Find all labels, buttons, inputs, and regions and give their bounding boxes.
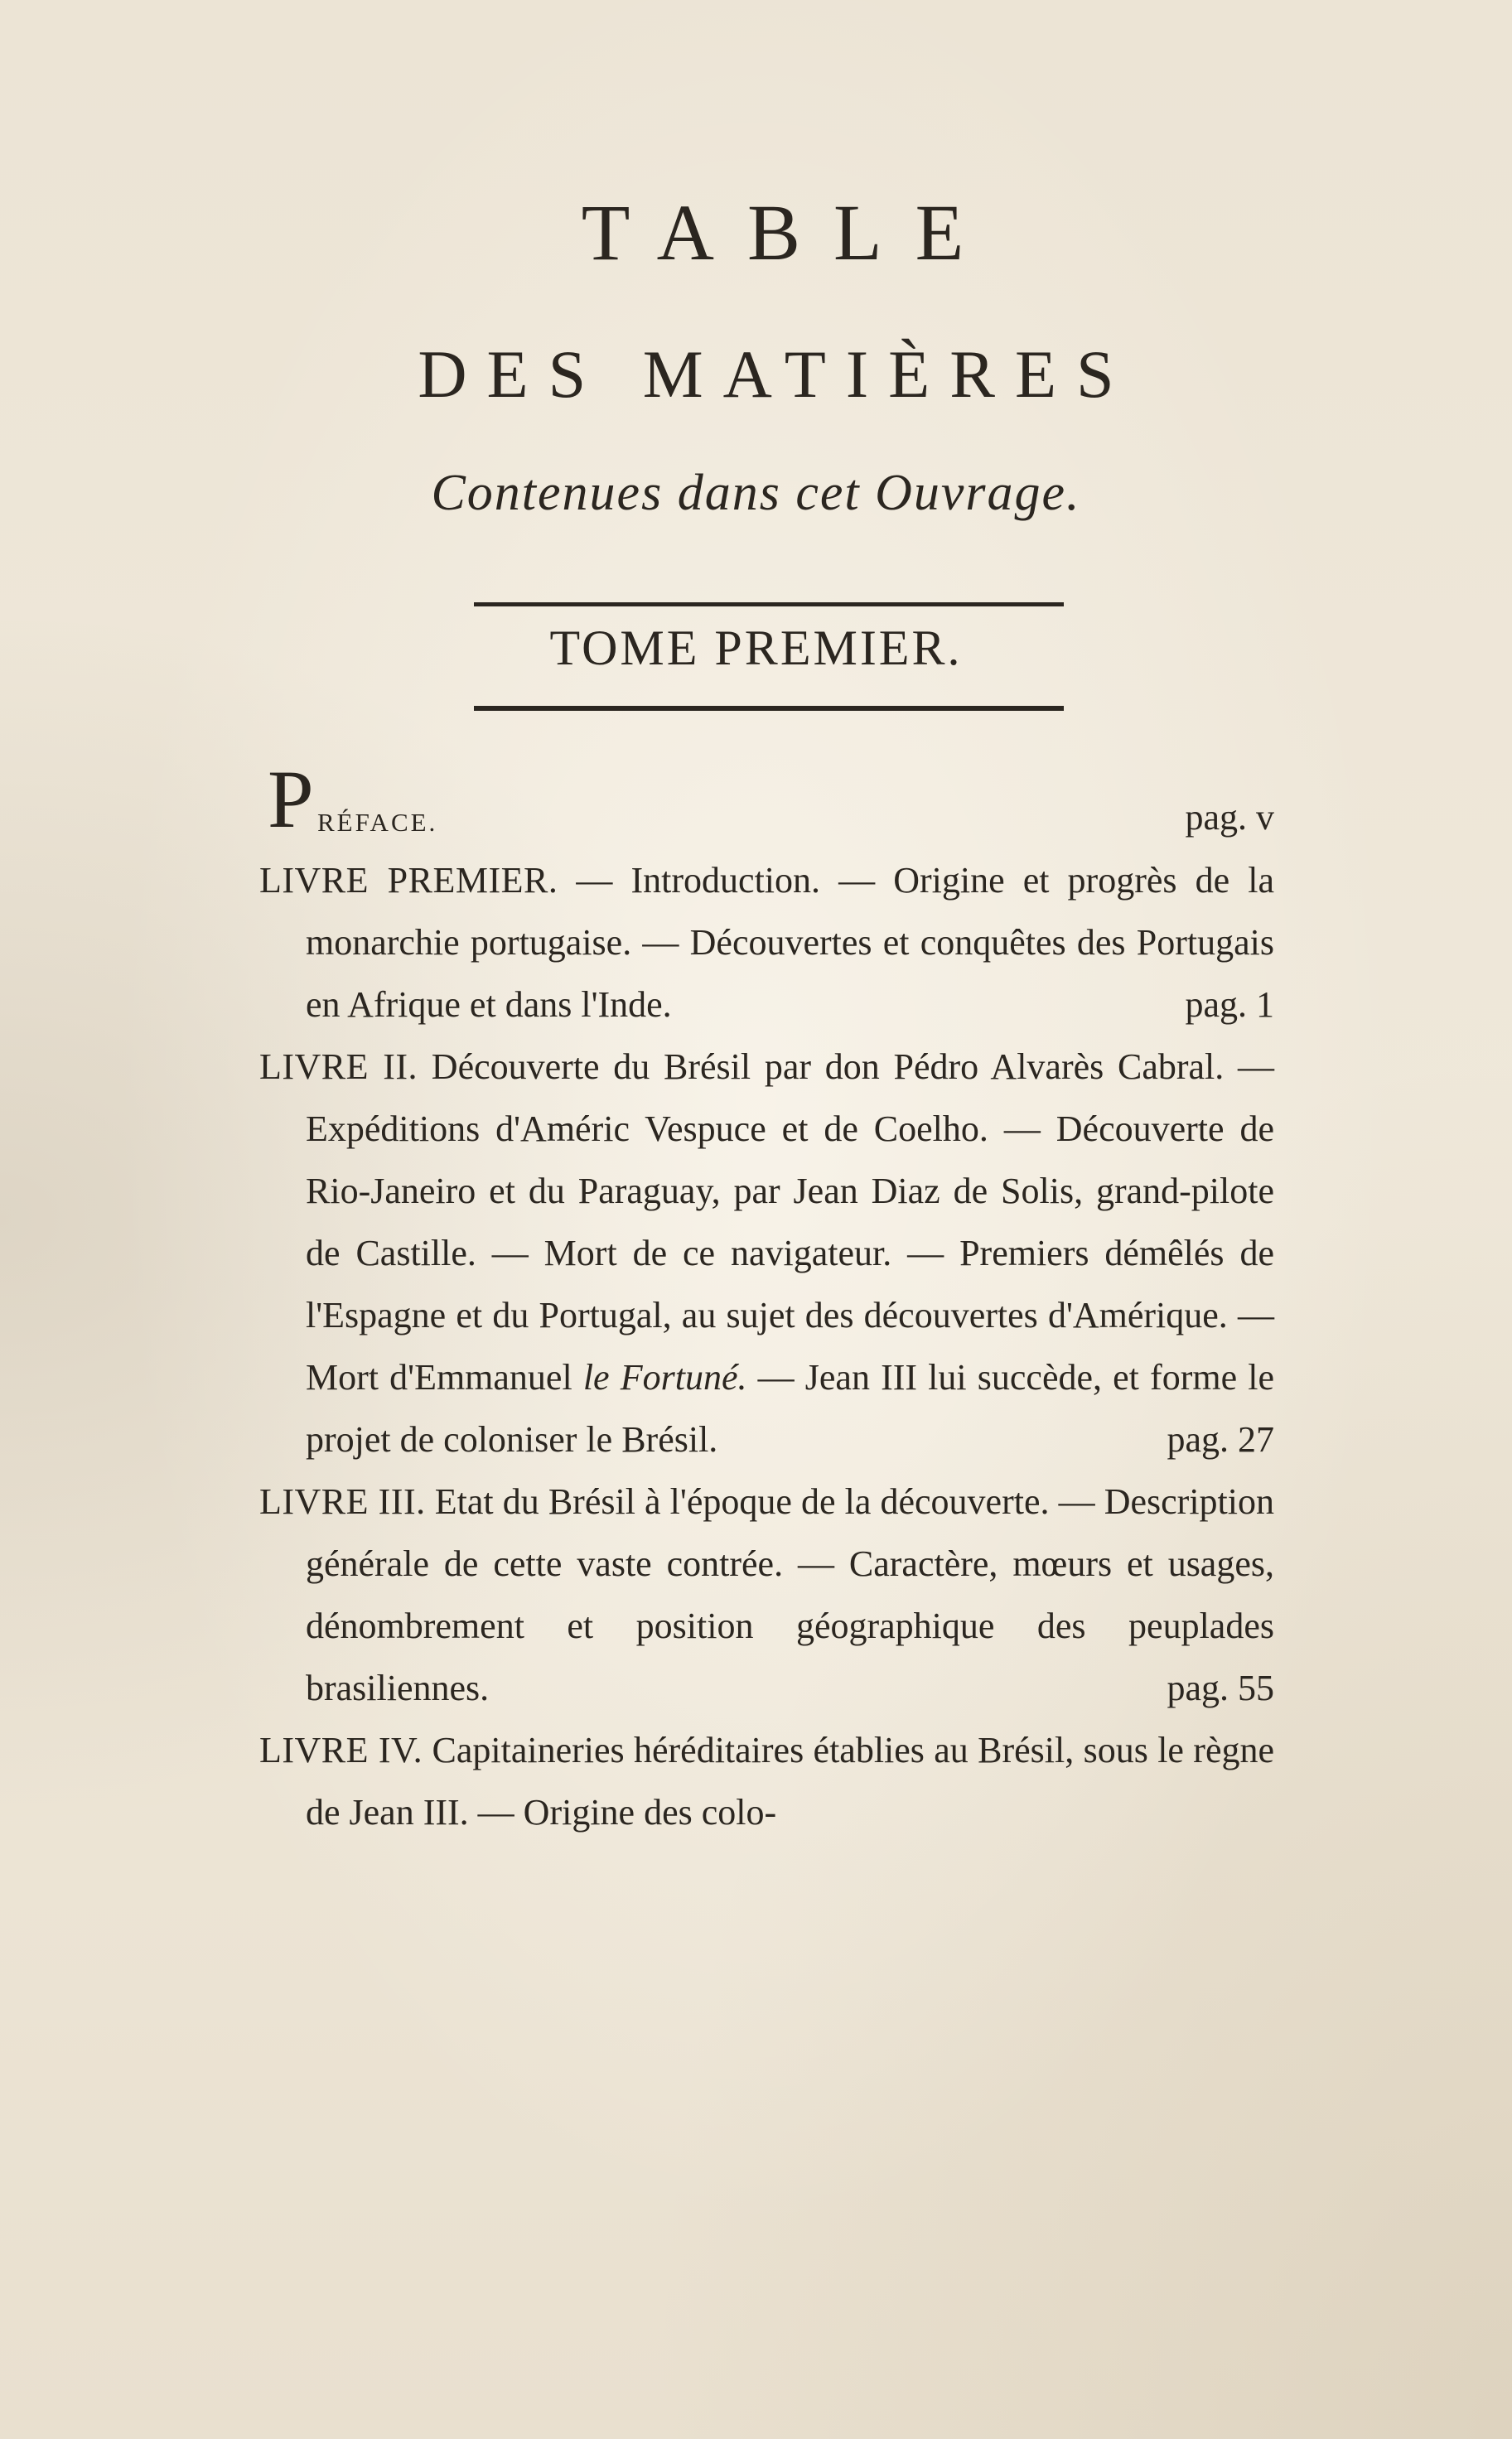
toc-entry-livre-1 (259, 849, 1274, 1036)
toc-entry-livre-2 (259, 1036, 1274, 1471)
toc-entry-livre-4 (259, 1719, 1275, 1843)
toc-entry-livre-3 (259, 1471, 1275, 1719)
page-caption: Contenues dans cet Ouvrage. (431, 465, 1081, 521)
entry-text: Capitaineries héréditaires établies au Brésil, sous le règne de Jean III. — Origine des colo- (306, 1730, 1275, 1833)
top-rule (474, 602, 1064, 606)
book-label: LIVRE II. (259, 1046, 418, 1087)
book-label: LIVRE PREMIER. (259, 860, 558, 901)
preface-entry (259, 753, 1274, 849)
entry-text: — Introduction. — Origine et progrès de la monarchie portugaise. — Découvertes et conquêtes des Portugais en Afrique et dans l'Inde. (306, 860, 1274, 1025)
entry-italic-text: le Fortuné. (582, 1357, 747, 1398)
page-subtitle: DES MATIÈRES (418, 336, 1134, 412)
entry-text: Etat du Brésil à l'époque de la découverte. — Description générale de cette vaste contrée. — Caractère, mœurs et usages, dénombrement et position géographique des peuplades brasiliennes. (306, 1481, 1275, 1708)
bottom-rule (474, 706, 1064, 711)
drop-cap-initial: P (268, 753, 314, 845)
book-label: LIVRE III. (259, 1481, 426, 1522)
entry-page-ref: pag. 55 (1167, 1668, 1274, 1708)
volume-heading: TOME PREMIER. (549, 621, 963, 675)
entry-page-ref: pag. 1 (1185, 984, 1274, 1025)
preface-label: RÉFACE. (317, 808, 438, 837)
book-label: LIVRE IV. (259, 1730, 423, 1770)
entry-text: Découverte du Brésil par don Pédro Alvarès Cabral. — Expéditions d'Améric Vespuce et de Coelho. — Découverte de Rio-Janeiro et du Paraguay, par Jean Diaz de Solis, grand-pilote de Castille. — Mort de ce navigateur. — Premiers démêlés de l'Espagne et du Portugal, au sujet des découvertes d'Amérique. — Mort d'Emmanuel (306, 1046, 1274, 1398)
table-of-contents (259, 753, 1275, 1843)
entry-page-ref: pag. 27 (1167, 1419, 1274, 1460)
page-title: TABLE (581, 188, 998, 277)
preface-page-ref: pag. v (1185, 797, 1274, 838)
entry-text-continued: — Jean III lui succède, et forme le projet de coloniser le Brésil. (306, 1357, 1274, 1460)
